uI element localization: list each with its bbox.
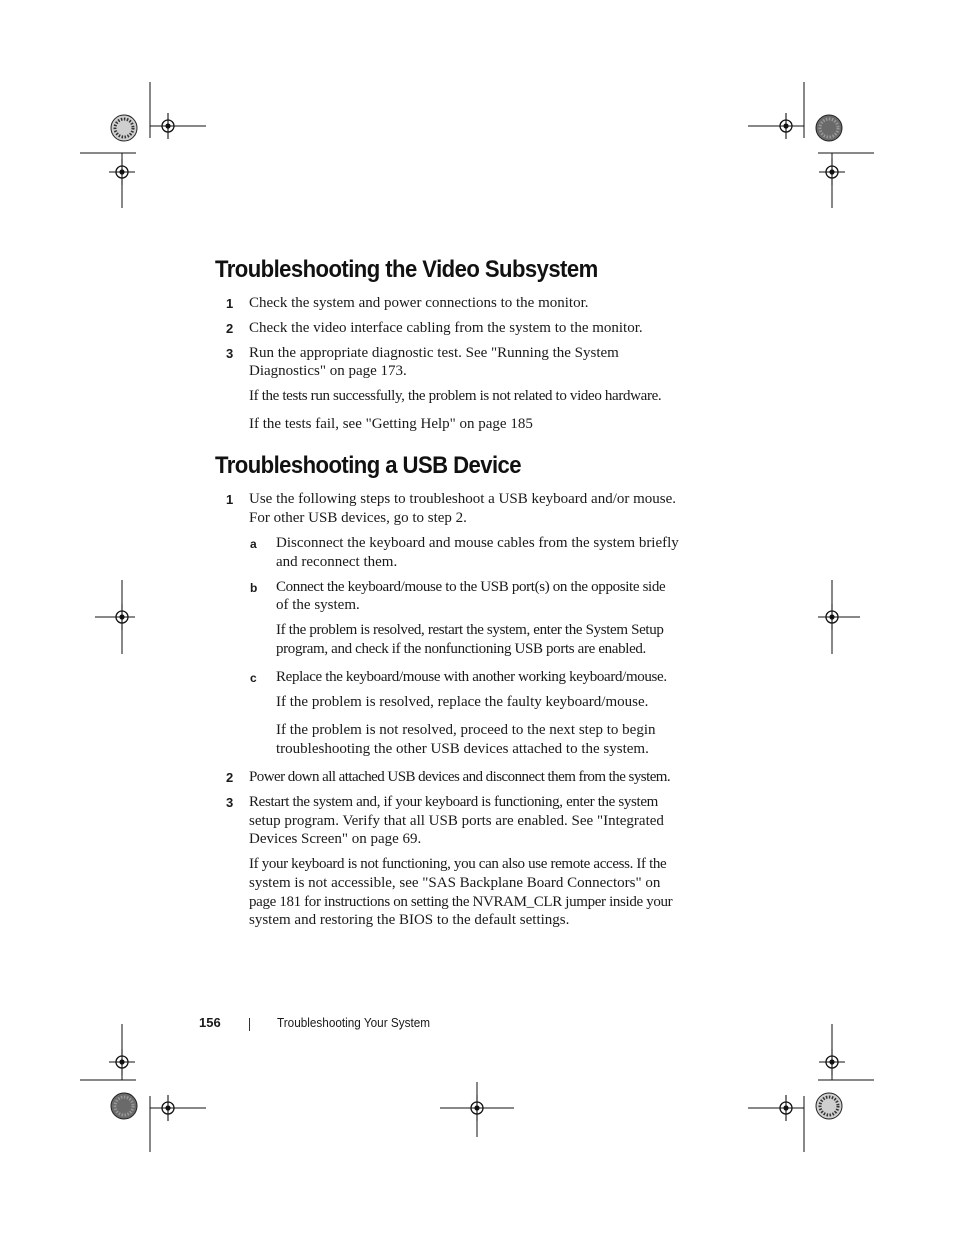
step-text: For other USB devices, go to step 2. [249, 510, 467, 526]
step-text: Power down all attached USB devices and disconnect them from the system. [249, 769, 671, 785]
paragraph: If the tests fail, see "Getting Help" on page 185 [249, 416, 533, 432]
step-text: Diagnostics" on page 173. [249, 363, 407, 379]
substep-text: Disconnect the keyboard and mouse cables from the system briefly [276, 535, 679, 551]
substep-note: If the problem is not resolved, proceed to the next step to begin [276, 722, 656, 738]
substep-text: Connect the keyboard/mouse to the USB port(s) on the opposite side [276, 579, 666, 595]
substep-note: troubleshooting the other USB devices attached to the system. [276, 741, 649, 757]
footer-divider [249, 1018, 250, 1031]
substep-text: Replace the keyboard/mouse with another working keyboard/mouse. [276, 669, 667, 685]
step-text: Check the video interface cabling from the system to the monitor. [249, 320, 643, 336]
step-text: Run the appropriate diagnostic test. See "Running the System [249, 345, 619, 361]
step-number: 3 [226, 795, 234, 810]
step-text: Devices Screen" on page 69. [249, 831, 422, 847]
substep-note: program, and check if the nonfunctioning USB ports are enabled. [276, 641, 646, 657]
chapter-title: Troubleshooting Your System [277, 1016, 431, 1030]
step-number: 2 [226, 321, 234, 336]
step-text: Check the system and power connections to the monitor. [249, 295, 589, 311]
substep-note: If the problem is resolved, replace the faulty keyboard/mouse. [276, 694, 649, 710]
substep-letter: c [250, 671, 257, 685]
step-number: 2 [226, 770, 234, 785]
heading-usb-device: Troubleshooting a USB Device [215, 452, 522, 479]
paragraph: If your keyboard is not functioning, you can also use remote access. If the [249, 856, 667, 872]
step-number: 1 [226, 492, 234, 507]
paragraph: system is not accessible, see "SAS Backplane Board Connectors" on [249, 875, 661, 891]
paragraph: page 181 for instructions on setting the NVRAM_CLR jumper inside your [249, 894, 673, 910]
step-text: Use the following steps to troubleshoot a USB keyboard and/or mouse. [249, 491, 677, 507]
step-text: setup program. Verify that all USB ports are enabled. See "Integrated [249, 813, 664, 829]
step-text: Restart the system and, if your keyboard is functioning, enter the system [249, 794, 658, 810]
step-number: 3 [226, 346, 234, 361]
substep-note: If the problem is resolved, restart the system, enter the System Setup [276, 622, 664, 638]
paragraph: system and restoring the BIOS to the default settings. [249, 912, 570, 928]
substep-letter: b [250, 581, 258, 595]
substep-letter: a [250, 537, 257, 551]
substep-text: of the system. [276, 597, 360, 613]
paragraph: If the tests run successfully, the problem is not related to video hardware. [249, 388, 662, 404]
step-number: 1 [226, 296, 234, 311]
heading-video-subsystem: Troubleshooting the Video Subsystem [215, 256, 598, 283]
page-number: 156 [199, 1015, 221, 1030]
substep-text: and reconnect them. [276, 554, 398, 570]
